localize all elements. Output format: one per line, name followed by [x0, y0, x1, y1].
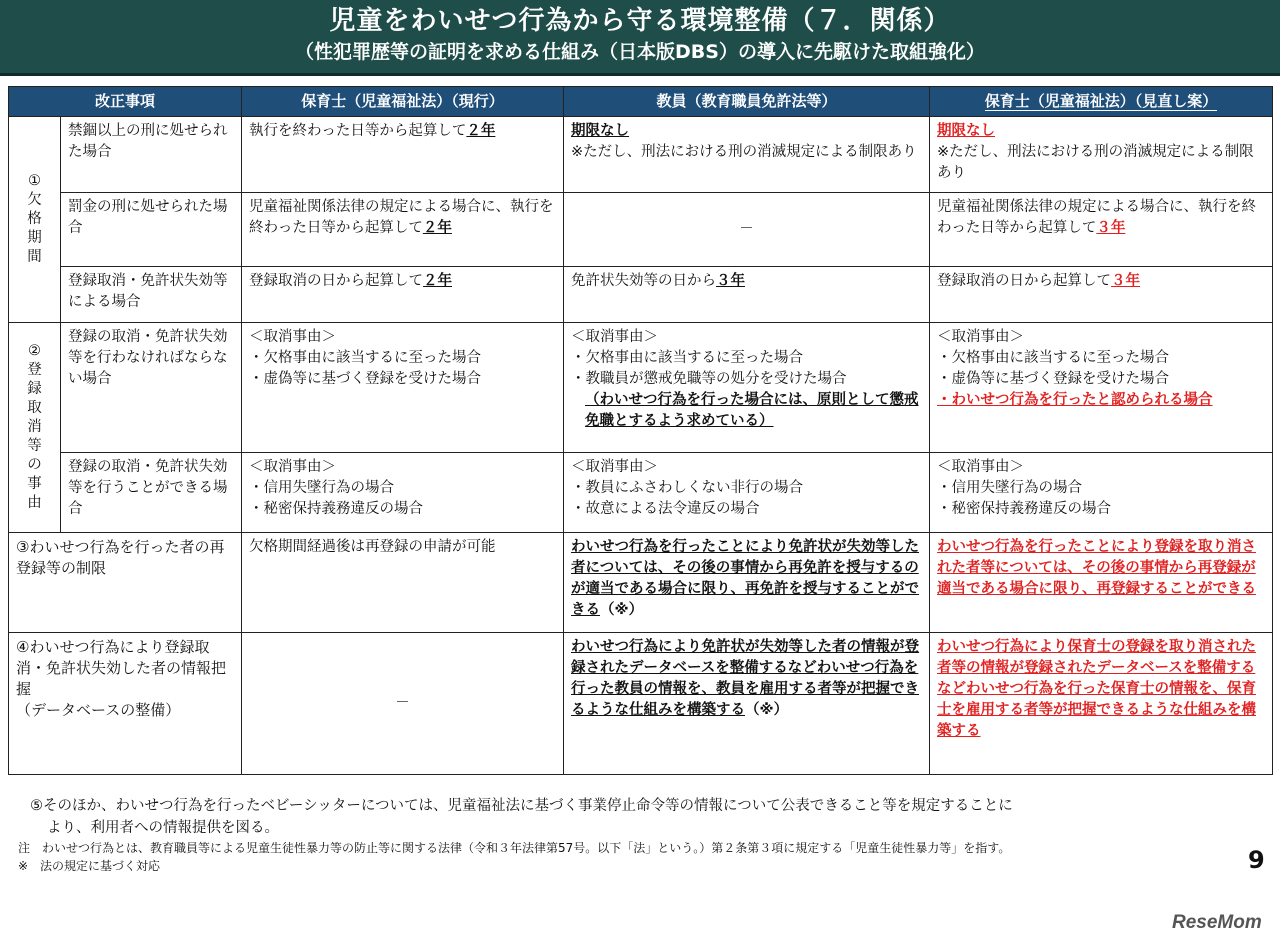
cell-text: ※ただし、刑法における刑の消滅規定による制限あり: [571, 144, 917, 160]
highlight-years: ３年: [716, 273, 746, 289]
cell-line: ・虚偽等に基づく登録を受けた場合: [249, 371, 482, 387]
highlight-text: わいせつ行為を行ったことにより免許状が失効等した者については、その後の事情から再免許を授与するのが適当である場合に限り、再免許を授与することができる: [571, 539, 920, 618]
group-char: 期: [27, 230, 42, 246]
highlight-text: わいせつ行為を行ったことにより登録を取り消された者等については、その後の事情から再登録が適当である場合に限り、再登録することができる: [937, 539, 1257, 597]
table-row: [9, 117, 1273, 193]
footnote: ※ 法の規定に基づく対応: [18, 859, 161, 873]
cell-teacher: [564, 323, 930, 453]
table-header-row: [9, 87, 1273, 117]
page-number: 9: [1248, 846, 1265, 874]
group-char: 登: [27, 362, 42, 378]
cell-current: [242, 193, 564, 267]
highlight-years: ２年: [423, 273, 453, 289]
group-char: ②: [28, 343, 41, 359]
highlight-years: ２年: [422, 220, 452, 236]
cell-text: 児童福祉関係法律の規定による場合に、執行を終わった日等から起算して: [937, 199, 1257, 236]
cell-proposed: [930, 267, 1273, 323]
highlight-years: ３年: [1111, 273, 1141, 289]
cell-line: ・信用失墜行為の場合: [937, 480, 1083, 496]
page-title: 児童をわいせつ行為から守る環境整備（７．関係）: [329, 6, 951, 36]
cell-teacher: [564, 533, 930, 633]
item-cell: 登録取消・免許状失効等による場合: [61, 267, 242, 323]
cell-line: ・教職員が懲戒免職等の処分を受けた場合: [571, 371, 847, 387]
cell-line: ＜取消事由＞: [249, 459, 337, 475]
cell-line: ＜取消事由＞: [249, 329, 337, 345]
item-cell: ③わいせつ行為を行った者の再登録等の制限: [9, 533, 242, 633]
item-cell: [9, 633, 242, 775]
cell-text: 児童福祉関係法律の規定による場合に、執行を終わった日等から起算して: [249, 199, 554, 236]
cell-text: 免許状失効等の日から: [571, 273, 717, 289]
cell-teacher: [564, 117, 930, 193]
cell-line: ＜取消事由＞: [571, 329, 659, 345]
highlight-no-limit: 期限なし: [937, 123, 996, 139]
group-char: 格: [27, 211, 42, 227]
table-row: [9, 533, 1273, 633]
cell-current: [242, 323, 564, 453]
item-cell: 登録の取消・免許状失効等を行うことができる場合: [61, 453, 242, 533]
group-char: 由: [27, 495, 42, 511]
column-header: 改正事項: [9, 87, 242, 117]
group-char: 事: [27, 476, 42, 492]
table-row: [9, 267, 1273, 323]
cell-current: [242, 267, 564, 323]
cell-line: ＜取消事由＞: [571, 459, 659, 475]
cell-line: ・教員にふさわしくない非行の場合: [571, 480, 804, 496]
cell-proposed: [930, 193, 1273, 267]
additional-note: [30, 795, 1260, 839]
cell-current: [242, 453, 564, 533]
group-char: 消: [27, 419, 42, 435]
table-row: [9, 453, 1273, 533]
highlight-text: わいせつ行為により免許状が失効等した者の情報が登録されたデータベースを整備するなどわいせつ行為を行った教員の情報を、教員を雇用する者等が把握できるような仕組みを構築する: [571, 639, 920, 718]
column-header: [930, 87, 1273, 117]
cell-text: ④わいせつ行為により登録取消・免許状失効した者の情報把握: [16, 638, 227, 698]
cell-line: ・欠格事由に該当するに至った場合: [571, 350, 804, 366]
cell-text: ※ただし、刑法における刑の消滅規定による制限あり: [937, 144, 1254, 181]
cell-teacher: －: [564, 193, 930, 267]
cell-current: 欠格期間経過後は再登録の申請が可能: [242, 533, 564, 633]
cell-teacher: [564, 633, 930, 775]
cell-line: ・故意による法令違反の場合: [571, 501, 760, 517]
highlight-note: （わいせつ行為を行った場合には、原則として懲戒免職とするよう求めている）: [585, 392, 919, 429]
group-char: 間: [27, 249, 42, 265]
group-char: 録: [27, 381, 42, 397]
group-char: ①: [28, 173, 41, 189]
cell-line: ・秘密保持義務違反の場合: [937, 501, 1112, 517]
highlight-years: ３年: [1096, 220, 1126, 236]
highlight-no-limit: 期限なし: [571, 123, 630, 139]
item-cell: 登録の取消・免許状失効等を行わなければならない場合: [61, 323, 242, 453]
group-char: の: [27, 457, 42, 473]
page-subtitle: （性犯罪歴等の証明を求める仕組み（日本版DBS）の導入に先駆けた取組強化）: [295, 41, 985, 63]
column-header: 教員（教育職員免許法等）: [564, 87, 930, 117]
cell-line: ＜取消事由＞: [937, 459, 1025, 475]
comparison-table: [8, 86, 1273, 775]
cell-line: ・欠格事由に該当するに至った場合: [937, 350, 1170, 366]
column-header: 保育士（児童福祉法）（現行）: [242, 87, 564, 117]
cell-line: ＜取消事由＞: [937, 329, 1025, 345]
group-char: 取: [27, 400, 42, 416]
cell-current: －: [242, 633, 564, 775]
cell-text: 登録取消の日から起算して: [937, 273, 1112, 289]
cell-line: ・虚偽等に基づく登録を受けた場合: [937, 371, 1170, 387]
group-label-revocation: [9, 323, 61, 533]
ref-mark: （※）: [600, 602, 644, 618]
cell-text: 登録取消の日から起算して: [249, 273, 424, 289]
highlight-years: ２年: [466, 123, 496, 139]
highlight-text: わいせつ行為により保育士の登録を取り消された者等の情報が登録されたデータベースを整備するなどわいせつ行為を行った保育士の情報を、保育士を雇用する者等が把握できるような仕組みを構築する: [937, 639, 1257, 739]
item-cell: 罰金の刑に処せられた場合: [61, 193, 242, 267]
cell-teacher: [564, 453, 930, 533]
cell-proposed: [930, 323, 1273, 453]
cell-text: 執行を終わった日等から起算して: [249, 123, 467, 139]
group-char: 等: [27, 438, 42, 454]
title-banner: [0, 0, 1280, 76]
column-header-label: 保育士（児童福祉法）（見直し案）: [984, 92, 1218, 110]
watermark-logo: ReseMom: [1172, 912, 1262, 933]
group-char: 欠: [27, 192, 42, 208]
cell-line: ・信用失墜行為の場合: [249, 480, 395, 496]
group-label-disqualification: [9, 117, 61, 323]
cell-line: ・秘密保持義務違反の場合: [249, 501, 424, 517]
cell-current: [242, 117, 564, 193]
cell-proposed: [930, 533, 1273, 633]
item-cell: 禁錮以上の刑に処せられた場合: [61, 117, 242, 193]
table-row: [9, 323, 1273, 453]
highlight-new-reason: ・わいせつ行為を行ったと認められる場合: [937, 392, 1213, 408]
ref-mark: （※）: [745, 702, 789, 718]
cell-text: （データベースの整備）: [16, 701, 181, 719]
footnote: 注 わいせつ行為とは、教育職員等による児童生徒性暴力等の防止等に関する法律（令和３年法律第57号。以下「法」という。）第２条第３項に規定する「児童生徒性暴力等」を指す。: [18, 841, 1011, 855]
note-line: ⑤そのほか、わいせつ行為を行ったベビーシッターについては、児童福祉法に基づく事業停止命令等の情報について公表できること等を規定することに: [30, 798, 1013, 814]
table-row: [9, 193, 1273, 267]
cell-line: ・欠格事由に該当するに至った場合: [249, 350, 482, 366]
cell-proposed: [930, 453, 1273, 533]
cell-proposed: [930, 117, 1273, 193]
cell-proposed: [930, 633, 1273, 775]
cell-teacher: [564, 267, 930, 323]
note-line: より、利用者への情報提供を図る。: [47, 820, 279, 836]
table-row: [9, 633, 1273, 775]
